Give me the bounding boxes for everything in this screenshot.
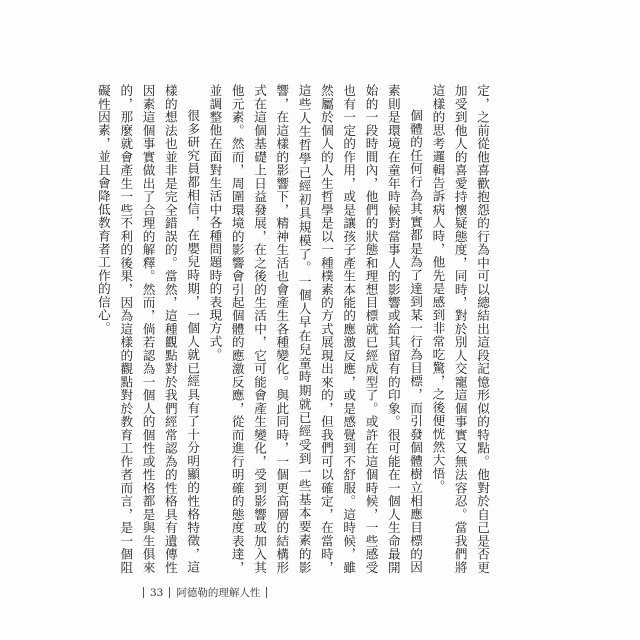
footer-divider-left [143,587,144,598]
page-footer [143,585,267,600]
paragraph-2: 個體的任何行為其實都是為了達到某一行為目標，而引發個體樹立相應目標的因素則是環境在童年時候對當事人的影響或給其留有的印象。很可能在一個人生命最開始的一段時間內，他們的狀態和理想目標就已經成型了。或許在這個時候，一些感受也有一定的作用，或是讓孩子產生本能的應激反應，或是感覺到不舒服。這時候，雖然屬於個人的人生哲學是以一種樸素的方式展現出來的，但我們可以確定，在當時，這些人生哲學已經初具規模了。一個人早在兒童時期就已經受到一些基本要素的影響，在這樣的影響下，精神生活也會產生各種變化。與此同時，一個更高層的結構形式在這個基礎上日益發展，在之後的生活中，它可能會產生變化，受到影響或加入其他元素。然而，周圍環境的影響會引起個體的應激反應，從而進行明確的態度表達，並調整他在面對生活中各種問題時的表現方式。 [207,84,424,574]
page-number: 33 [150,586,164,599]
vertical-body-text [95,84,493,574]
paragraph-1: 定，之前從他喜歡抱怨的行為中可以總結出這段記憶形似的特點。他對於自己是否更加受到他人的喜愛持懷疑態度，同時，對於別人交寵這個事實又無法容忍。當我們將這樣的思考邏輯告訴病人時，他先是感到非常吃驚，之後便恍然大悟。 [430,84,490,574]
book-title: 阿德勒的理解人性 [176,587,261,599]
paragraph-3: 很多研究員都相信，在嬰兒時期，一個人就已經具有了十分明顯的性格特徵，這樣的想法也並非是完全錯誤的。當然，這種觀點對於我們經常認為的性格具有遺傳性因素這個事實做出了合理的解釋。然而，倘若認為一個人的個性或性格都是與生俱來的，那麼就會產生一些不利的後果，因為這樣的觀點對於教育工作者而言，是一個阻礙性因素，並且會降低教育者工作的信心。 [95,84,201,574]
footer-divider-middle [169,587,170,598]
footer-divider-right [266,587,267,598]
